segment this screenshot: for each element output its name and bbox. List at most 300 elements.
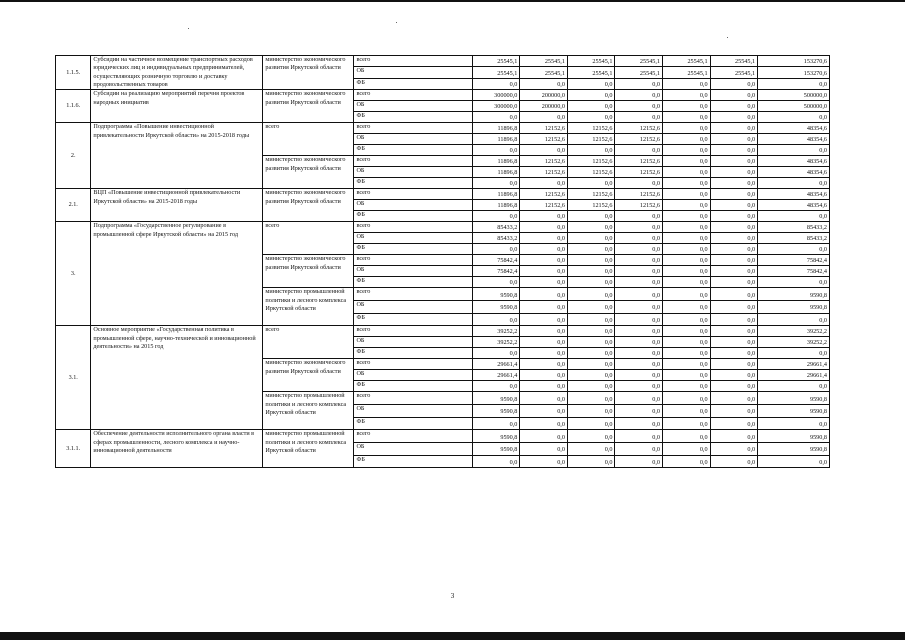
year-value: 0,0: [710, 381, 758, 392]
year-value: 0,0: [472, 211, 520, 222]
year-value: 0,0: [520, 277, 568, 288]
total-value: 29661,4: [758, 370, 830, 381]
year-value: 25545,1: [663, 56, 711, 67]
measure-name: Основное мероприятие «Государственная политика в промышленной сфере, научно-технической и инновационной деятельности» на 2015 год: [91, 326, 263, 430]
year-value: 0,0: [615, 443, 663, 456]
year-value: 0,0: [520, 326, 568, 337]
measure-name: Подпрограмма «Государственное регулирование в промышленной сфере Иркутской области» на 2015 год: [91, 222, 263, 326]
year-value: 0,0: [710, 430, 758, 443]
year-value: 0,0: [472, 277, 520, 288]
funding-table: [55, 55, 830, 468]
year-value: 0,0: [520, 112, 568, 123]
year-value: 9590,8: [472, 405, 520, 418]
year-value: 0,0: [663, 112, 711, 123]
row-code: 2.: [56, 123, 91, 189]
year-value: 0,0: [615, 348, 663, 359]
year-value: 75842,4: [472, 266, 520, 277]
executor-name: министерство промышленной политики и лесного комплекса Иркутской области: [263, 288, 354, 326]
year-value: 0,0: [710, 326, 758, 337]
total-value: 0,0: [758, 455, 830, 468]
year-value: 0,0: [663, 301, 711, 314]
funding-source: всего: [354, 326, 472, 337]
year-value: 11896,8: [472, 134, 520, 145]
total-value: 0,0: [758, 178, 830, 189]
executor-name: всего: [263, 123, 354, 156]
year-value: 0,0: [710, 255, 758, 266]
year-value: 0,0: [663, 359, 711, 370]
year-value: 0,0: [520, 255, 568, 266]
total-value: 48354,6: [758, 167, 830, 178]
year-value: 12152,6: [567, 200, 615, 211]
total-value: 29661,4: [758, 359, 830, 370]
year-value: 0,0: [567, 443, 615, 456]
year-value: 0,0: [472, 78, 520, 90]
year-value: 200000,0: [520, 90, 568, 101]
total-value: 153270,6: [758, 67, 830, 78]
executor-name: всего: [263, 326, 354, 359]
year-value: 0,0: [520, 348, 568, 359]
total-value: 0,0: [758, 417, 830, 430]
executor-name: министерство промышленной политики и лесного комплекса Иркутской области: [263, 430, 354, 468]
year-value: 12152,6: [520, 156, 568, 167]
year-value: 0,0: [567, 90, 615, 101]
year-value: 0,0: [663, 381, 711, 392]
year-value: 0,0: [615, 417, 663, 430]
funding-source: всего: [354, 392, 472, 405]
year-value: 0,0: [567, 392, 615, 405]
year-value: 0,0: [710, 134, 758, 145]
year-value: 9590,8: [472, 430, 520, 443]
funding-source: всего: [354, 90, 472, 101]
total-value: 85433,2: [758, 222, 830, 233]
year-value: 0,0: [567, 359, 615, 370]
year-value: 12152,6: [520, 123, 568, 134]
total-value: 0,0: [758, 313, 830, 326]
year-value: 0,0: [663, 156, 711, 167]
year-value: 0,0: [615, 313, 663, 326]
executor-name: министерство экономического развития Иркутской области: [263, 56, 354, 90]
measure-name: Субсидии на частичное возмещение транспортных расходов юридических лиц и индивидуальных предпринимателей, осуществляющих розничную торговлю и доставку продовольственных товаров: [91, 56, 263, 90]
funding-source: всего: [354, 123, 472, 134]
year-value: 0,0: [520, 313, 568, 326]
year-value: 11896,8: [472, 189, 520, 200]
year-value: 0,0: [663, 255, 711, 266]
year-value: 0,0: [567, 101, 615, 112]
year-value: 0,0: [710, 348, 758, 359]
year-value: 0,0: [520, 145, 568, 156]
year-value: 0,0: [567, 405, 615, 418]
funding-source: всего: [354, 430, 472, 443]
year-value: 0,0: [710, 301, 758, 314]
year-value: 39252,2: [472, 326, 520, 337]
year-value: 0,0: [663, 392, 711, 405]
funding-source: ФБ: [354, 455, 472, 468]
year-value: 0,0: [710, 233, 758, 244]
year-value: 0,0: [710, 277, 758, 288]
year-value: 0,0: [663, 178, 711, 189]
year-value: 0,0: [663, 277, 711, 288]
year-value: 0,0: [710, 200, 758, 211]
year-value: 0,0: [472, 244, 520, 255]
measure-name: Подпрограмма «Повышение инвестиционной привлекательности Иркутской области» на 2015-2018 годы: [91, 123, 263, 189]
year-value: 0,0: [710, 443, 758, 456]
year-value: 0,0: [567, 417, 615, 430]
year-value: 0,0: [567, 277, 615, 288]
year-value: 0,0: [567, 244, 615, 255]
year-value: 0,0: [615, 430, 663, 443]
year-value: 0,0: [615, 145, 663, 156]
year-value: 25545,1: [472, 56, 520, 67]
year-value: 0,0: [663, 233, 711, 244]
year-value: 0,0: [710, 156, 758, 167]
year-value: 0,0: [520, 78, 568, 90]
year-value: 0,0: [615, 101, 663, 112]
year-value: 0,0: [663, 337, 711, 348]
year-value: 0,0: [615, 266, 663, 277]
year-value: 0,0: [663, 200, 711, 211]
year-value: 12152,6: [615, 200, 663, 211]
year-value: 0,0: [567, 266, 615, 277]
year-value: 0,0: [710, 78, 758, 90]
total-value: 85433,2: [758, 233, 830, 244]
funding-source: ОБ: [354, 200, 472, 211]
funding-source: всего: [354, 222, 472, 233]
year-value: 25545,1: [472, 67, 520, 78]
year-value: 0,0: [663, 211, 711, 222]
year-value: 0,0: [567, 112, 615, 123]
executor-name: министерство экономического развития Иркутской области: [263, 255, 354, 288]
funding-source: всего: [354, 189, 472, 200]
year-value: 12152,6: [615, 156, 663, 167]
table-row: [56, 326, 830, 337]
year-value: 0,0: [663, 443, 711, 456]
funding-source: ОБ: [354, 443, 472, 456]
total-value: 9590,8: [758, 430, 830, 443]
year-value: 0,0: [615, 288, 663, 301]
year-value: 0,0: [663, 167, 711, 178]
year-value: 75842,4: [472, 255, 520, 266]
year-value: 25545,1: [520, 67, 568, 78]
year-value: 0,0: [472, 313, 520, 326]
funding-source: всего: [354, 288, 472, 301]
year-value: 0,0: [472, 381, 520, 392]
funding-source: ФБ: [354, 244, 472, 255]
total-value: 39252,2: [758, 326, 830, 337]
year-value: 29661,4: [472, 370, 520, 381]
year-value: 0,0: [567, 233, 615, 244]
year-value: 0,0: [567, 222, 615, 233]
year-value: 0,0: [663, 417, 711, 430]
row-code: 1.1.6.: [56, 90, 91, 123]
year-value: 300000,0: [472, 101, 520, 112]
year-value: 0,0: [567, 78, 615, 90]
year-value: 0,0: [615, 90, 663, 101]
year-value: 0,0: [567, 301, 615, 314]
year-value: 0,0: [710, 90, 758, 101]
total-value: 75842,4: [758, 266, 830, 277]
year-value: 25545,1: [710, 56, 758, 67]
year-value: 0,0: [472, 178, 520, 189]
total-value: 0,0: [758, 348, 830, 359]
year-value: 0,0: [663, 313, 711, 326]
year-value: 25545,1: [615, 67, 663, 78]
year-value: 0,0: [710, 313, 758, 326]
scan-speck: [396, 22, 397, 23]
funding-source: ОБ: [354, 134, 472, 145]
year-value: 0,0: [663, 370, 711, 381]
year-value: 0,0: [615, 455, 663, 468]
year-value: 0,0: [710, 101, 758, 112]
funding-source: ОБ: [354, 101, 472, 112]
table-row: [56, 430, 830, 443]
funding-source: ФБ: [354, 277, 472, 288]
year-value: 0,0: [615, 337, 663, 348]
total-value: 39252,2: [758, 337, 830, 348]
year-value: 0,0: [520, 178, 568, 189]
year-value: 0,0: [663, 123, 711, 134]
funding-source: ФБ: [354, 348, 472, 359]
table-row: [56, 222, 830, 233]
year-value: 0,0: [615, 392, 663, 405]
funding-source: ФБ: [354, 417, 472, 430]
funding-source: ОБ: [354, 370, 472, 381]
year-value: 0,0: [520, 266, 568, 277]
year-value: 0,0: [520, 222, 568, 233]
total-value: 75842,4: [758, 255, 830, 266]
executor-name: министерство экономического развития Иркутской области: [263, 189, 354, 222]
year-value: 25545,1: [567, 67, 615, 78]
year-value: 0,0: [567, 288, 615, 301]
year-value: 85433,2: [472, 233, 520, 244]
year-value: 0,0: [520, 288, 568, 301]
year-value: 0,0: [663, 326, 711, 337]
year-value: 0,0: [615, 370, 663, 381]
year-value: 0,0: [663, 244, 711, 255]
year-value: 0,0: [663, 266, 711, 277]
year-value: 0,0: [472, 112, 520, 123]
table-row: [56, 189, 830, 200]
funding-source: ОБ: [354, 405, 472, 418]
year-value: 0,0: [663, 90, 711, 101]
funding-source: всего: [354, 56, 472, 67]
page-number: 3: [450, 592, 455, 600]
funding-source: ФБ: [354, 211, 472, 222]
year-value: 0,0: [663, 430, 711, 443]
total-value: 0,0: [758, 211, 830, 222]
year-value: 0,0: [710, 244, 758, 255]
table-row: [56, 56, 830, 67]
year-value: 12152,6: [567, 156, 615, 167]
executor-name: министерство экономического развития Иркутской области: [263, 90, 354, 123]
year-value: 0,0: [567, 255, 615, 266]
total-value: 48354,6: [758, 123, 830, 134]
funding-source: ФБ: [354, 145, 472, 156]
year-value: 0,0: [663, 288, 711, 301]
year-value: 0,0: [520, 370, 568, 381]
year-value: 85433,2: [472, 222, 520, 233]
year-value: 12152,6: [615, 189, 663, 200]
funding-source: ФБ: [354, 381, 472, 392]
total-value: 48354,6: [758, 200, 830, 211]
year-value: 0,0: [472, 455, 520, 468]
year-value: 0,0: [520, 359, 568, 370]
year-value: 0,0: [615, 233, 663, 244]
year-value: 12152,6: [520, 134, 568, 145]
year-value: 12152,6: [520, 200, 568, 211]
year-value: 25545,1: [567, 56, 615, 67]
total-value: 9590,8: [758, 443, 830, 456]
year-value: 0,0: [663, 134, 711, 145]
year-value: 200000,0: [520, 101, 568, 112]
year-value: 25545,1: [520, 56, 568, 67]
year-value: 0,0: [567, 145, 615, 156]
year-value: 0,0: [567, 348, 615, 359]
year-value: 300000,0: [472, 90, 520, 101]
year-value: 11896,8: [472, 200, 520, 211]
year-value: 0,0: [710, 167, 758, 178]
measure-name: Субсидии на реализацию мероприятий перечня проектов народных инициатив: [91, 90, 263, 123]
year-value: 0,0: [663, 348, 711, 359]
year-value: 0,0: [567, 313, 615, 326]
year-value: 0,0: [710, 359, 758, 370]
measure-name: Обеспечение деятельности исполнительного органа власти в сферах промышленности, лесного комплекса и научно-инновационной деятельности: [91, 430, 263, 468]
year-value: 0,0: [472, 348, 520, 359]
year-value: 0,0: [520, 430, 568, 443]
table-row: [56, 123, 830, 134]
total-value: 9590,8: [758, 392, 830, 405]
year-value: 0,0: [520, 417, 568, 430]
funding-source: ФБ: [354, 112, 472, 123]
funding-source: ОБ: [354, 301, 472, 314]
year-value: 0,0: [615, 178, 663, 189]
year-value: 0,0: [663, 455, 711, 468]
total-value: 500000,0: [758, 90, 830, 101]
year-value: 0,0: [710, 288, 758, 301]
year-value: 11896,8: [472, 123, 520, 134]
funding-source: ОБ: [354, 233, 472, 244]
row-code: 2.1.: [56, 189, 91, 222]
year-value: 0,0: [663, 145, 711, 156]
row-code: 3.1.1.: [56, 430, 91, 468]
total-value: 9590,8: [758, 288, 830, 301]
year-value: 0,0: [710, 211, 758, 222]
year-value: 0,0: [710, 266, 758, 277]
year-value: 0,0: [520, 244, 568, 255]
year-value: 12152,6: [615, 167, 663, 178]
funding-source: ОБ: [354, 67, 472, 78]
year-value: 29661,4: [472, 359, 520, 370]
year-value: 0,0: [663, 78, 711, 90]
year-value: 0,0: [663, 101, 711, 112]
year-value: 0,0: [615, 277, 663, 288]
funding-source: всего: [354, 156, 472, 167]
year-value: 0,0: [520, 211, 568, 222]
funding-source: ОБ: [354, 167, 472, 178]
funding-source: всего: [354, 255, 472, 266]
year-value: 0,0: [615, 255, 663, 266]
year-value: 0,0: [615, 359, 663, 370]
executor-name: министерство промышленной политики и лесного комплекса Иркутской области: [263, 392, 354, 430]
scan-edge-top: [0, 0, 905, 2]
year-value: 0,0: [567, 381, 615, 392]
total-value: 153270,6: [758, 56, 830, 67]
year-value: 0,0: [710, 392, 758, 405]
year-value: 12152,6: [615, 123, 663, 134]
year-value: 0,0: [710, 337, 758, 348]
total-value: 0,0: [758, 78, 830, 90]
total-value: 0,0: [758, 277, 830, 288]
year-value: 0,0: [567, 430, 615, 443]
year-value: 0,0: [710, 189, 758, 200]
year-value: 0,0: [520, 337, 568, 348]
row-code: 3.: [56, 222, 91, 326]
year-value: 12152,6: [567, 134, 615, 145]
year-value: 0,0: [615, 244, 663, 255]
year-value: 9590,8: [472, 288, 520, 301]
year-value: 0,0: [615, 405, 663, 418]
year-value: 0,0: [615, 301, 663, 314]
year-value: 0,0: [710, 112, 758, 123]
year-value: 0,0: [663, 405, 711, 418]
year-value: 0,0: [710, 370, 758, 381]
year-value: 0,0: [663, 189, 711, 200]
total-value: 0,0: [758, 244, 830, 255]
year-value: 25545,1: [615, 56, 663, 67]
funding-source: ОБ: [354, 266, 472, 277]
year-value: 39252,2: [472, 337, 520, 348]
year-value: 0,0: [567, 337, 615, 348]
funding-source: ФБ: [354, 178, 472, 189]
scan-speck: [188, 28, 189, 29]
year-value: 11896,8: [472, 167, 520, 178]
year-value: 25545,1: [663, 67, 711, 78]
table-row: [56, 90, 830, 101]
total-value: 500000,0: [758, 101, 830, 112]
year-value: 0,0: [520, 233, 568, 244]
row-code: 3.1.: [56, 326, 91, 430]
year-value: 0,0: [567, 326, 615, 337]
measure-name: ВЦП «Повышение инвестиционной привлекательности Иркутской области» на 2015-2018 годы: [91, 189, 263, 222]
year-value: 0,0: [663, 222, 711, 233]
year-value: 0,0: [710, 178, 758, 189]
total-value: 0,0: [758, 112, 830, 123]
total-value: 0,0: [758, 145, 830, 156]
executor-name: министерство экономического развития Иркутской области: [263, 156, 354, 189]
year-value: 0,0: [710, 123, 758, 134]
year-value: 0,0: [567, 178, 615, 189]
year-value: 0,0: [615, 222, 663, 233]
funding-source: ФБ: [354, 313, 472, 326]
year-value: 0,0: [472, 417, 520, 430]
year-value: 0,0: [567, 455, 615, 468]
funding-source: всего: [354, 359, 472, 370]
year-value: 0,0: [710, 405, 758, 418]
year-value: 12152,6: [520, 167, 568, 178]
year-value: 0,0: [615, 326, 663, 337]
year-value: 12152,6: [615, 134, 663, 145]
year-value: 0,0: [615, 381, 663, 392]
year-value: 12152,6: [567, 167, 615, 178]
year-value: 11896,8: [472, 156, 520, 167]
total-value: 9590,8: [758, 301, 830, 314]
year-value: 0,0: [615, 78, 663, 90]
total-value: 48354,6: [758, 134, 830, 145]
executor-name: всего: [263, 222, 354, 255]
year-value: 0,0: [520, 301, 568, 314]
funding-source: ФБ: [354, 78, 472, 90]
year-value: 9590,8: [472, 392, 520, 405]
year-value: 0,0: [520, 381, 568, 392]
